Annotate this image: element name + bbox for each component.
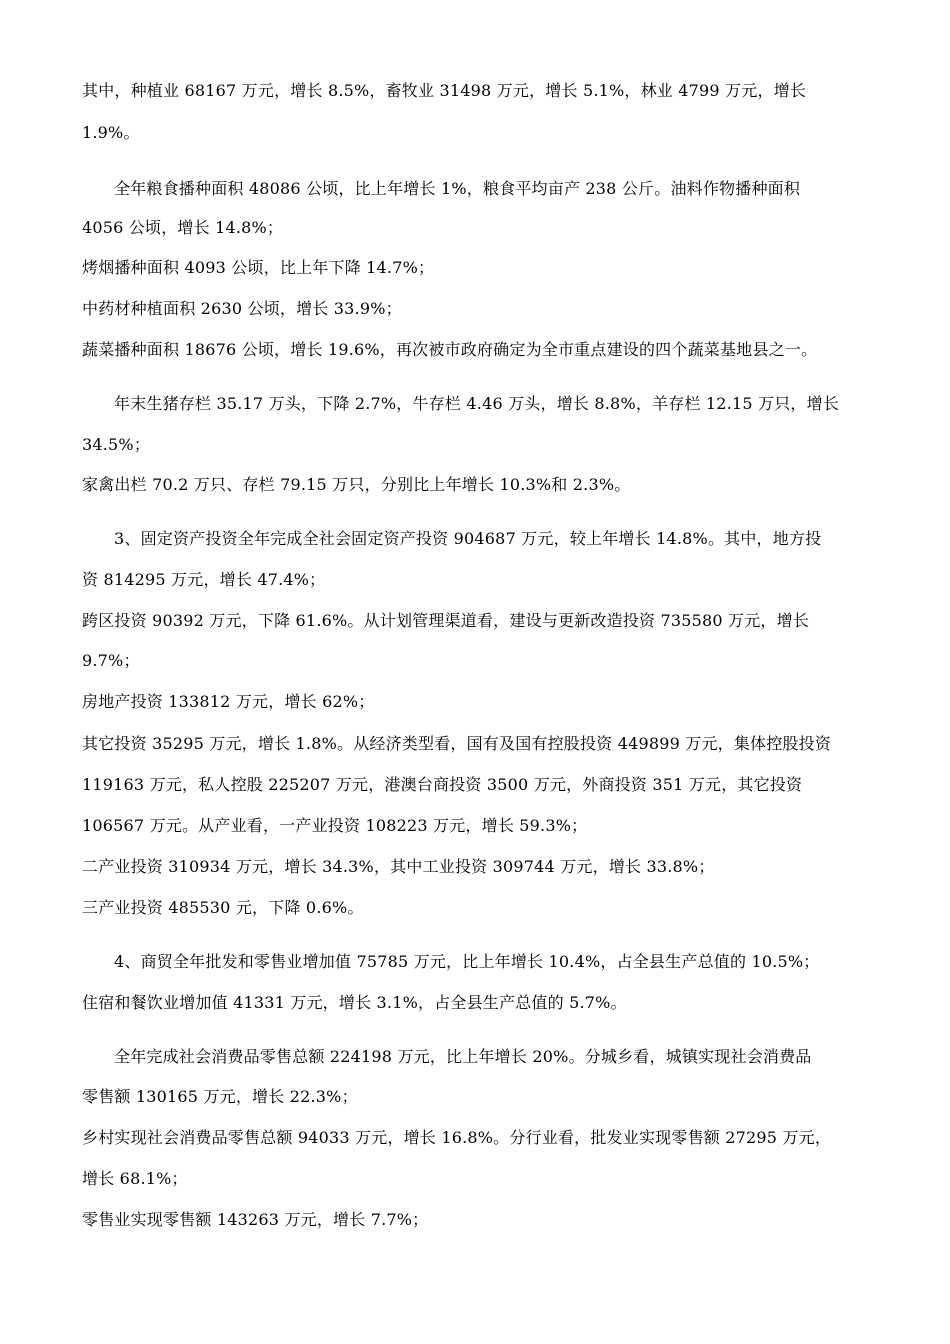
paragraph-start-line: 年末生猪存栏 35.17 万头，下降 2.7%，牛存栏 4.46 万头，增长 8.8%，羊存栏 12.15 万只，增长 [114, 394, 840, 413]
text-line: 34.5%； [82, 435, 151, 454]
text-line: 蔬菜播种面积 18676 公顷，增长 19.6%，再次被市政府确定为全市重点建设的四个蔬菜基地县之一。 [82, 340, 818, 359]
text-line: 106567 万元。从产业看，一产业投资 108223 万元，增长 59.3%； [82, 816, 588, 835]
paragraph-start-line: 3、固定资产投资全年完成全社会固定资产投资 904687 万元，较上年增长 14.8%。其中，地方投 [114, 529, 822, 548]
text-line: 房地产投资 133812 万元，增长 62%； [82, 692, 375, 711]
text-line: 4056 公顷，增长 14.8%； [82, 218, 284, 237]
paragraph-start-line: 4、商贸全年批发和零售业增加值 75785 万元，比上年增长 10.4%，占全县生产总值的 10.5%； [114, 952, 820, 971]
text-line: 其中，种植业 68167 万元，增长 8.5%，畜牧业 31498 万元，增长 5.1%，林业 4799 万元，增长 [82, 81, 807, 100]
text-line: 二产业投资 310934 万元，增长 34.3%，其中工业投资 309744 万元，增长 33.8%； [82, 857, 715, 876]
text-line: 资 814295 万元，增长 47.4%； [82, 570, 326, 589]
text-line: 1.9%。 [82, 123, 140, 142]
text-line: 住宿和餐饮业增加值 41331 万元，增长 3.1%，占全县生产总值的 5.7%。 [82, 993, 627, 1012]
text-line: 119163 万元，私人控股 225207 万元，港澳台商投资 3500 万元，外商投资 351 万元，其它投资 [82, 775, 803, 794]
text-line: 中药材种植面积 2630 公顷，增长 33.9%； [82, 299, 402, 318]
text-line: 家禽出栏 70.2 万只、存栏 79.15 万只，分别比上年增长 10.3%和 2.3%。 [82, 475, 631, 494]
text-line: 跨区投资 90392 万元，下降 61.6%。从计划管理渠道看，建设与更新改造投资 735580 万元，增长 [82, 611, 810, 630]
paragraph-start-line: 全年粮食播种面积 48086 公顷，比上年增长 1%，粮食平均亩产 238 公斤。油料作物播种面积 [114, 179, 801, 198]
text-line: 9.7%； [82, 651, 140, 670]
text-line: 增长 68.1%； [82, 1169, 188, 1188]
text-line: 其它投资 35295 万元，增长 1.8%。从经济类型看，国有及国有控股投资 449899 万元，集体控股投资 [82, 734, 832, 753]
text-line: 烤烟播种面积 4093 公顷，比上年下降 14.7%； [82, 258, 435, 277]
text-line: 三产业投资 485530 元，下降 0.6%。 [82, 898, 364, 917]
text-line: 零售额 130165 万元，增长 22.3%； [82, 1087, 358, 1106]
text-line: 零售业实现零售额 143263 万元，增长 7.7%； [82, 1210, 429, 1229]
paragraph-start-line: 全年完成社会消费品零售总额 224198 万元，比上年增长 20%。分城乡看，城镇实现社会消费品 [114, 1047, 812, 1066]
text-line: 乡村实现社会消费品零售总额 94033 万元，增长 16.8%。分行业看，批发业实现零售额 27295 万元， [82, 1128, 832, 1147]
